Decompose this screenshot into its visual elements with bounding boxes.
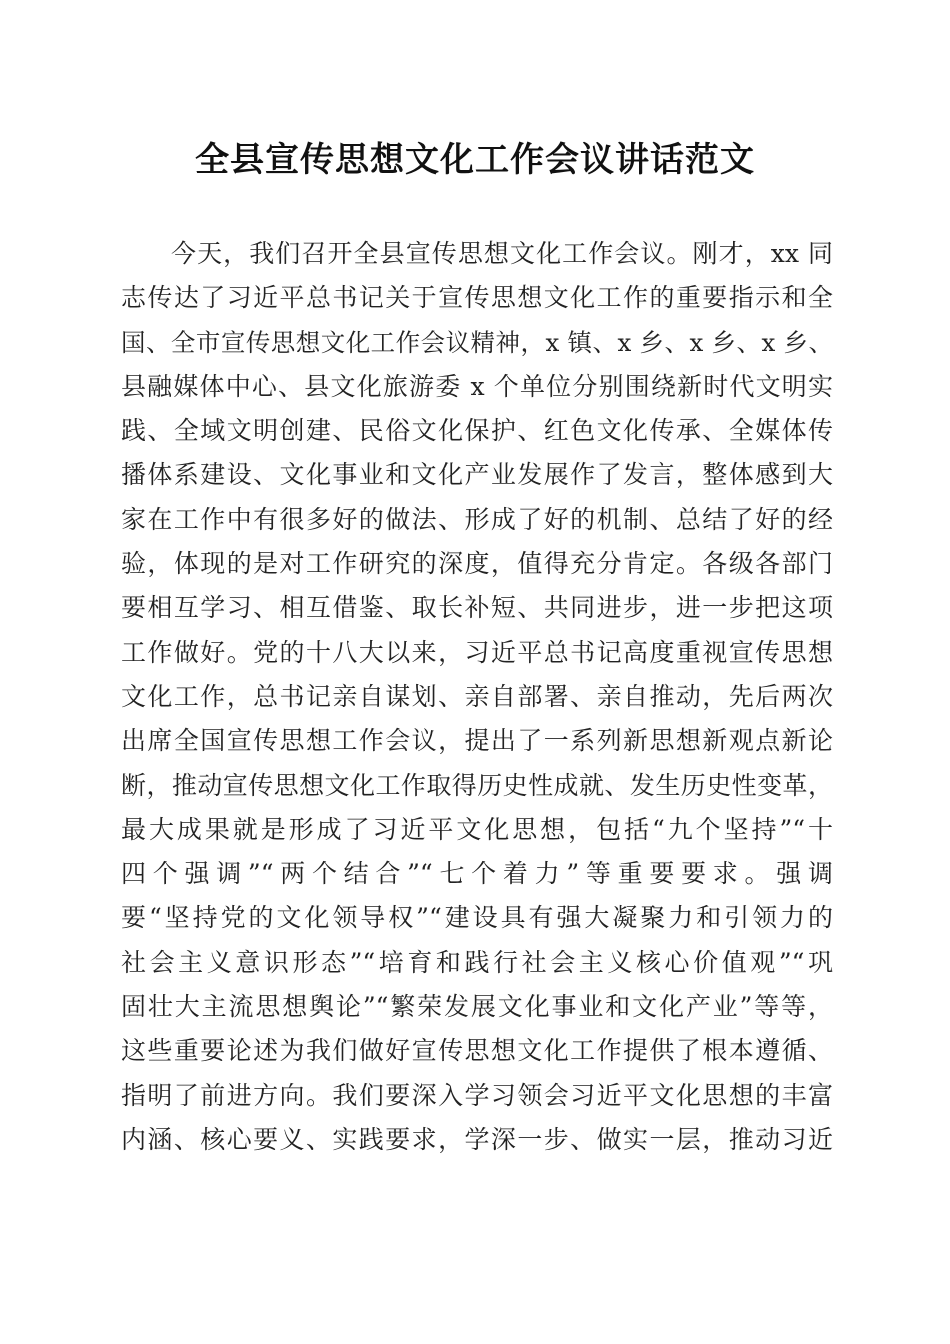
paragraph-line: 要相互学习、相互借鉴、取长补短、共同进步，进一步把这项 xyxy=(121,593,833,623)
paragraph-line: 国、全市宣传思想文化工作会议精神，x 镇、x 乡、x 乡、x 乡、 xyxy=(121,327,833,357)
paragraph-line: 家在工作中有很多好的做法、形成了好的机制、总结了好的经 xyxy=(121,504,833,534)
document-body xyxy=(121,232,833,1162)
paragraph-line: 践、全域文明创建、民俗文化保护、红色文化传承、全媒体传 xyxy=(121,416,833,446)
paragraph-line: 志传达了习近平总书记关于宣传思想文化工作的重要指示和全 xyxy=(121,283,833,313)
paragraph-line: 今天，我们召开全县宣传思想文化工作会议。刚才，xx 同 xyxy=(171,239,833,268)
paragraph-line: 四个强调”“两个结合”“七个着力”等重要要求。强调 xyxy=(121,859,833,889)
paragraph-line: 要“坚持党的文化领导权”“建设具有强大凝聚力和引领力的 xyxy=(121,903,833,933)
paragraph-line: 工作做好。党的十八大以来，习近平总书记高度重视宣传思想 xyxy=(121,637,833,667)
paragraph-line: 最大成果就是形成了习近平文化思想，包括“九个坚持”“十 xyxy=(121,814,833,844)
paragraph-line: 文化工作，总书记亲自谋划、亲自部署、亲自推动，先后两次 xyxy=(121,681,833,711)
paragraph-line: 县融媒体中心、县文化旅游委 x 个单位分别围绕新时代文明实 xyxy=(121,371,833,401)
paragraph-line: 验，体现的是对工作研究的深度，值得充分肯定。各级各部门 xyxy=(121,549,833,579)
paragraph-line: 内涵、核心要义、实践要求，学深一步、做实一层，推动习近 xyxy=(121,1124,833,1154)
paragraph-line: 指明了前进方向。我们要深入学习领会习近平文化思想的丰富 xyxy=(121,1080,833,1110)
document-title: 全县宣传思想文化工作会议讲话范文 xyxy=(195,140,755,180)
paragraph-line: 社会主义意识形态”“培育和践行社会主义核心价值观”“巩 xyxy=(121,947,833,977)
paragraph-line: 出席全国宣传思想工作会议，提出了一系列新思想新观点新论 xyxy=(121,726,833,756)
paragraph-line: 固壮大主流思想舆论”“繁荣发展文化事业和文化产业”等等， xyxy=(121,992,833,1022)
paragraph-line: 播体系建设、文化事业和文化产业发展作了发言，整体感到大 xyxy=(121,460,833,490)
paragraph-line: 断，推动宣传思想文化工作取得历史性成就、发生历史性变革， xyxy=(121,770,833,800)
paragraph-line: 这些重要论述为我们做好宣传思想文化工作提供了根本遵循、 xyxy=(121,1036,833,1066)
